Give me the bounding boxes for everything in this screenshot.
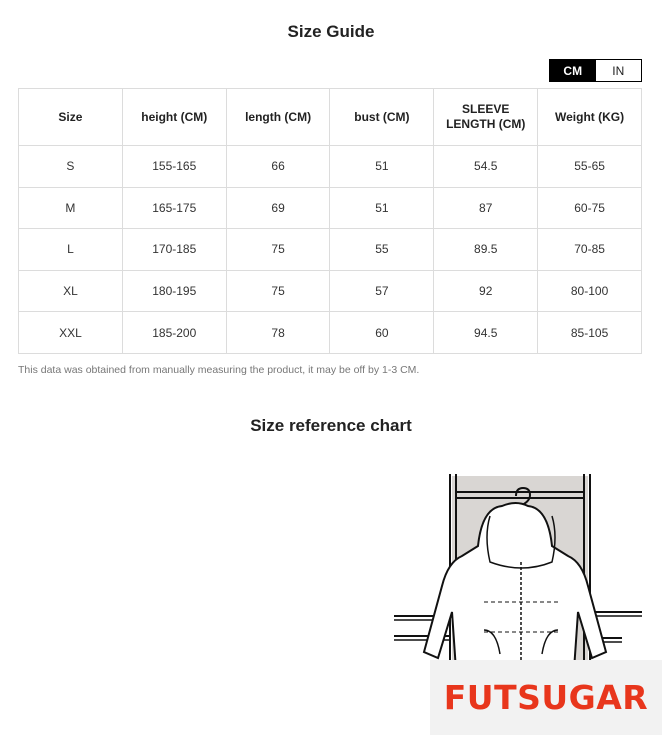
table-cell: 165-175 <box>122 187 226 229</box>
hoodie-on-hanger-icon <box>390 470 662 670</box>
table-cell: 70-85 <box>538 229 642 271</box>
header-sleeve-length: SLEEVE LENGTH (CM) <box>434 89 538 146</box>
size-table <box>18 88 642 354</box>
table-cell: 75 <box>226 270 330 312</box>
table-cell: 55 <box>330 229 434 271</box>
table-row <box>19 146 642 188</box>
table-cell: 170-185 <box>122 229 226 271</box>
unit-cm-button[interactable]: CM <box>550 60 596 81</box>
unit-in-button[interactable]: IN <box>596 60 642 81</box>
page-title: Size Guide <box>287 22 375 41</box>
header-length: length (CM) <box>226 89 330 146</box>
table-cell: 85-105 <box>538 312 642 354</box>
table-header-row <box>19 89 642 146</box>
table-row <box>19 229 642 271</box>
brand-logo-text: FUTSUGAR <box>443 678 649 717</box>
table-cell: 180-195 <box>122 270 226 312</box>
table-cell: M <box>19 187 123 229</box>
table-cell: 60 <box>330 312 434 354</box>
table-cell: L <box>19 229 123 271</box>
header-bust: bust (CM) <box>330 89 434 146</box>
table-cell: 66 <box>226 146 330 188</box>
table-cell: 60-75 <box>538 187 642 229</box>
table-row <box>19 187 642 229</box>
table-cell: XL <box>19 270 123 312</box>
header-size: Size <box>19 89 123 146</box>
table-cell: 155-165 <box>122 146 226 188</box>
unit-toggle[interactable] <box>549 59 642 82</box>
table-cell: 78 <box>226 312 330 354</box>
table-row <box>19 312 642 354</box>
header-height: height (CM) <box>122 89 226 146</box>
table-cell: 51 <box>330 146 434 188</box>
table-cell: 92 <box>434 270 538 312</box>
table-cell: 80-100 <box>538 270 642 312</box>
table-cell: 55-65 <box>538 146 642 188</box>
table-cell: 75 <box>226 229 330 271</box>
brand-logo <box>430 660 662 735</box>
table-cell: 94.5 <box>434 312 538 354</box>
table-cell: XXL <box>19 312 123 354</box>
table-cell: 69 <box>226 187 330 229</box>
table-cell: 89.5 <box>434 229 538 271</box>
table-cell: 57 <box>330 270 434 312</box>
table-cell: 54.5 <box>434 146 538 188</box>
size-reference-title: Size reference chart <box>250 416 412 435</box>
table-cell: S <box>19 146 123 188</box>
header-weight: Weight (KG) <box>538 89 642 146</box>
table-row <box>19 270 642 312</box>
table-cell: 87 <box>434 187 538 229</box>
measurement-note: This data was obtained from manually measuring the product, it may be off by 1-3 CM. <box>18 364 420 376</box>
table-cell: 185-200 <box>122 312 226 354</box>
table-cell: 51 <box>330 187 434 229</box>
